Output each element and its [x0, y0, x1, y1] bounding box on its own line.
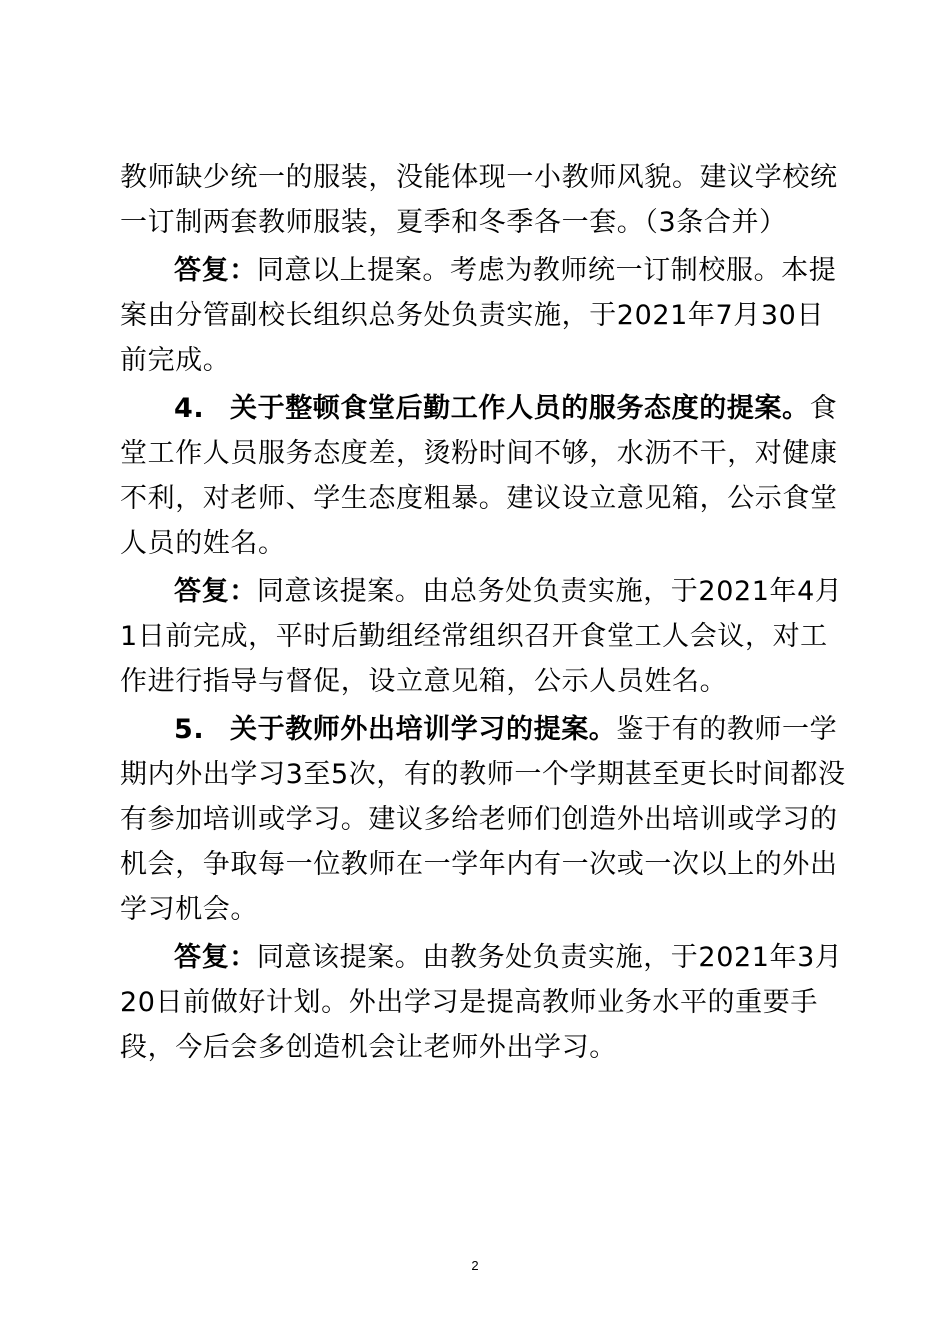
reply-text: 同意以上提案。考虑为教师统一订制校服。本提案由分管副校长组织总务处负责实施，于2021年7月30日前完成。	[120, 255, 837, 376]
proposal-3-text: 教师缺少统一的服装，没能体现一小教师风貌。建议学校统一订制两套教师服装，夏季和冬季各一套。（3条合并）	[120, 162, 838, 238]
reply-label: 答复：	[174, 942, 257, 973]
proposal-title: 关于教师外出培训学习的提案。	[230, 714, 617, 745]
proposal-5	[120, 707, 850, 932]
reply-text: 同意该提案。由总务处负责实施，于2021年4月1日前完成，平时后勤组经常组织召开食堂工人会议，对工作进行指导与督促，设立意见箱，公示人员姓名。	[120, 576, 843, 697]
reply-3	[120, 248, 850, 383]
proposal-number: 4.	[174, 393, 205, 424]
reply-4	[120, 569, 850, 704]
reply-label: 答复：	[174, 255, 257, 286]
proposal-title: 关于整顿食堂后勤工作人员的服务态度的提案。	[230, 393, 810, 424]
reply-label: 答复：	[174, 576, 257, 607]
proposal-text: 食堂工作人员服务态度差，烫粉时间不够，水沥不干，对健康不利，对老师、学生态度粗暴。建议设立意见箱，公示食堂人员的姓名。	[120, 393, 838, 559]
proposal-text: 鉴于有的教师一学期内外出学习3至5次，有的教师一个学期甚至更长时间都没有参加培训或学习。建议多给老师们创造外出培训或学习的机会，争取每一位教师在一学年内有一次或一次以上的外出学习机会。	[120, 714, 846, 925]
proposal-4	[120, 386, 850, 566]
proposal-number: 5.	[174, 714, 205, 745]
body-text	[120, 155, 850, 1073]
page-number: 2	[471, 1258, 479, 1273]
reply-5	[120, 935, 850, 1070]
proposal-3-continuation	[120, 155, 850, 245]
reply-text: 同意该提案。由教务处负责实施，于2021年3月20日前做好计划。外出学习是提高教师业务水平的重要手段，今后会多创造机会让老师外出学习。	[120, 942, 843, 1063]
